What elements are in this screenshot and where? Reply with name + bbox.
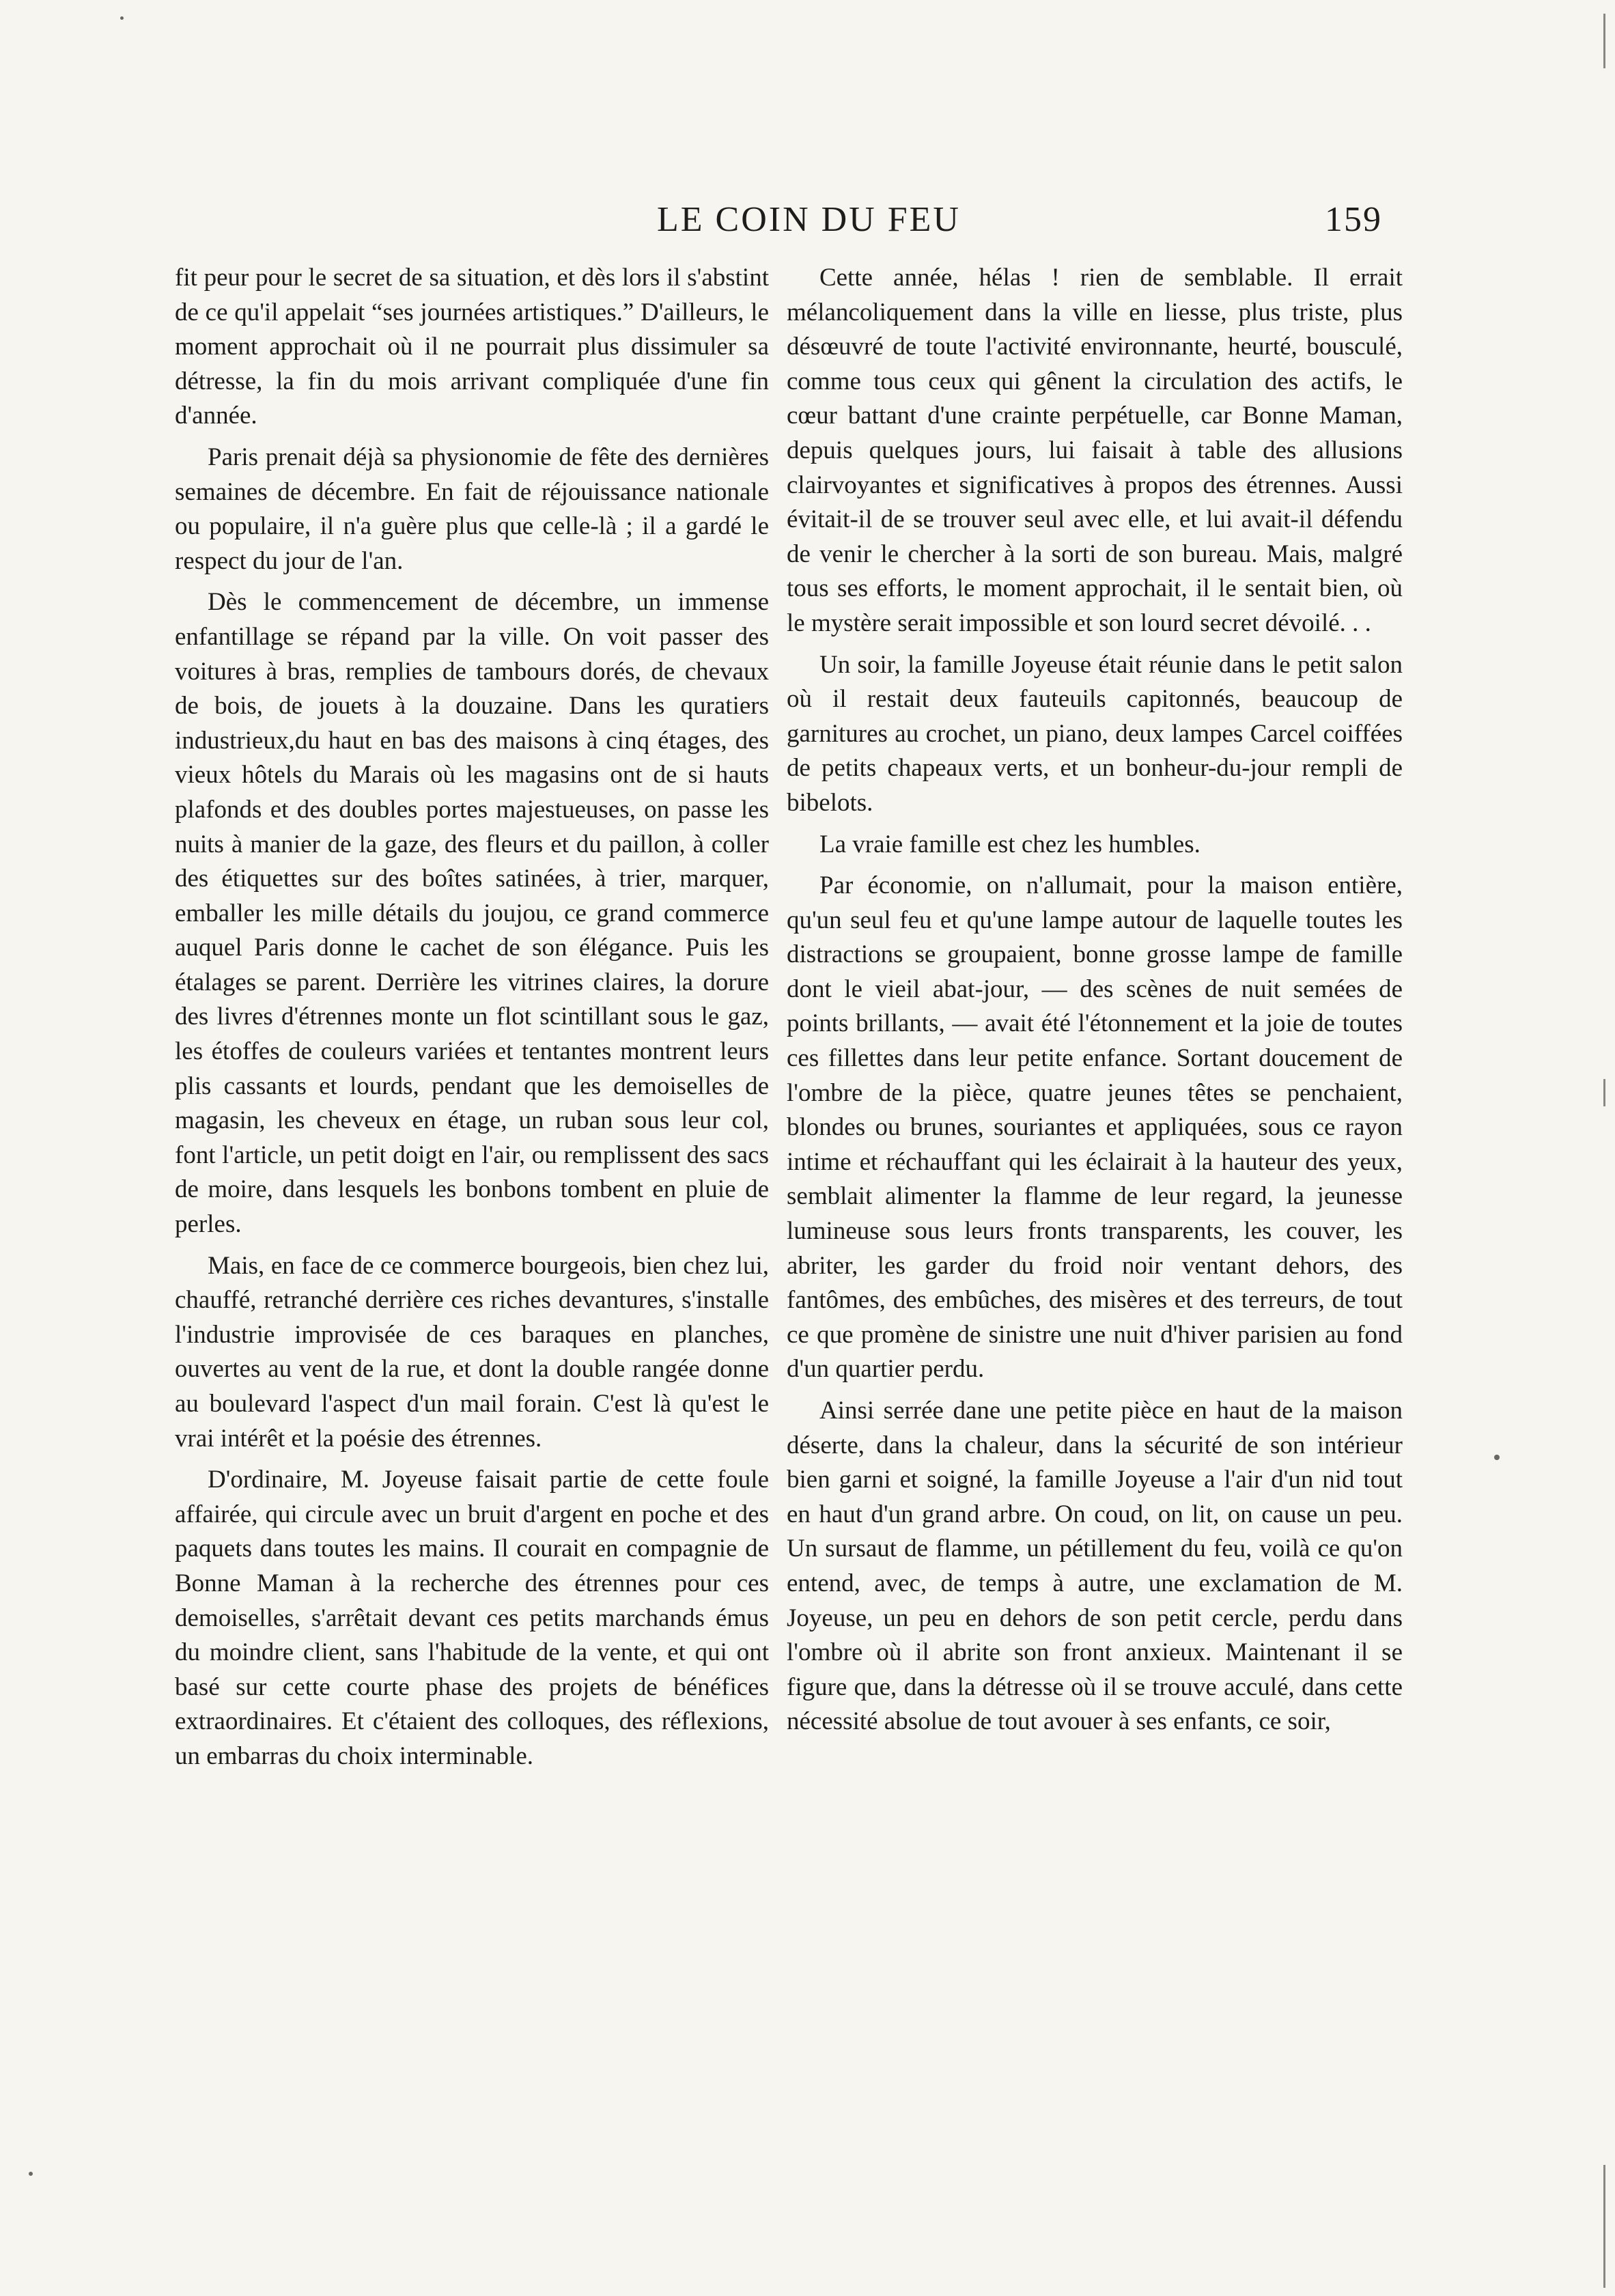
- paragraph: Paris prenait déjà sa physionomie de fête des dernières semaines de décembre. En fait de réjouissance nationale ou populaire, il n'a guère plus que celle-là ; il a gardé le respect du jour de l'an.: [175, 443, 769, 575]
- running-head: [0, 199, 1615, 254]
- scan-edge-mark: [1603, 14, 1605, 68]
- left-column: [175, 261, 769, 1781]
- scan-speck: [1494, 1455, 1500, 1460]
- paragraph: D'ordinaire, M. Joyeuse faisait partie de cette foule affairée, qui circule avec un bruit d'argent en poche et des paquets dans toutes les mains. Il courait en compagnie de Bonne Maman à la recherche des étrennes pour ces demoiselles, s'arrêtait devant ces petits marchands émus du moindre client, sans l'habitude de la vente, et qui ont basé sur cette courte phase des projets de bénéfices extraordinaires. Et c'étaient des colloques, des réflexions, un embarras du choix interminable.: [175, 1466, 769, 1770]
- scan-speck: [120, 16, 124, 20]
- paragraph: fit peur pour le secret de sa situation, et dès lors il s'abstint de ce qu'il appelait “ses journées artistiques.” D'ailleurs, le moment approchait où il ne pourrait plus dissimuler sa détresse, la fin du mois arrivant compliquée d'une fin d'année.: [175, 264, 769, 430]
- paragraph: La vraie famille est chez les humbles.: [819, 830, 1200, 858]
- paragraph: Un soir, la famille Joyeuse était réunie dans le petit salon où il restait deux fauteuils capitonnés, beaucoup de garnitures au crochet, un piano, deux lampes Carcel coiffées de petits chapeaux verts, et un bonheur-du-jour rempli de bibelots.: [787, 650, 1403, 817]
- paragraph: Dès le commencement de décembre, un immense enfantillage se répand par la ville. On voit passer des voitures à bras, remplies de tambours dorés, de chevaux de bois, de jouets à la douzaine. Dans les quratiers industrieux,du haut en bas des maisons à cinq étages, des vieux hôtels du Marais où les magasins ont de si hauts plafonds et des doubles portes majestueuses, on passe les nuits à manier de la gaze, des fleurs et du paillon, à coller des étiquettes sur des boîtes satinées, à trier, marquer, emballer les mille détails du joujou, ce grand commerce auquel Paris donne le cachet de son élégance. Puis les étalages se parent. Derrière les vitrines claires, la dorure des livres d'étrennes monte un flot scintillant sous le gaz, les étoffes de couleurs variées et tentantes montrent leurs plis cassants et lourds, pendant que les demoiselles de magasin, les cheveux en étage, un ruban sous leur col, font l'article, un petit doigt en l'air, ou remplissent des sacs de moire, dans lesquels les bonbons tombent en pluie de perles.: [175, 588, 769, 1239]
- paragraph: Ainsi serrée dane une petite pièce en haut de la maison déserte, dans la chaleur, dans la sécurité de son intérieur bien garni et soigné, la famille Joyeuse a l'air d'un nid tout en haut d'un grand arbre. On coud, on lit, on cause un peu. Un sursaut de flamme, un pétillement du feu, voilà ce qu'on entend, avec, de temps à autre, une exclamation de M. Joyeuse, un peu en dehors de son petit cercle, perdu dans l'ombre où il abrite son front anxieux. Maintenant il se figure que, dans la détresse où il se trouve acculé, dans cette nécessité absolue de tout avouer à ses enfants, ce soir,: [787, 1397, 1403, 1736]
- running-title: LE COIN DU FEU: [657, 200, 961, 239]
- scan-speck: [29, 2172, 33, 2176]
- scan-edge-mark: [1603, 2165, 1605, 2288]
- page-number: 159: [1325, 200, 1382, 239]
- right-column: [787, 261, 1403, 1746]
- scan-edge-mark: [1603, 1079, 1605, 1106]
- paragraph: Mais, en face de ce commerce bourgeois, bien chez lui, chauffé, retranché derrière ces riches devantures, s'installe l'industrie improvisée de ces baraques en planches, ouvertes au vent de la rue, et dont la double rangée donne au boulevard l'aspect d'un mail forain. C'est là qu'est le vrai intérêt et la poésie des étrennes.: [175, 1251, 769, 1453]
- paragraph: Par économie, on n'allumait, pour la maison entière, qu'un seul feu et qu'une lampe autour de laquelle toutes les distractions se groupaient, bonne grosse lampe de famille dont le vieil abat-jour, — des scènes de nuit semées de points brillants, — avait été l'étonnement et la joie de toutes ces fillettes dans leur petite enfance. Sortant doucement de l'ombre de la pièce, quatre jeunes têtes se penchaient, blondes ou brunes, souriantes et appliquées, sous ce rayon intime et réchauffant qui les éclairait à la hauteur des yeux, semblait alimenter la flamme de leur regard, la jeunesse lumineuse sous leurs fronts transparents, les couver, les abriter, les garder du froid noir ventant dehors, des fantômes, des embûches, des misères et des terreurs, de tout ce que promène de sinistre une nuit d'hiver parisien au fond d'un quartier perdu.: [787, 871, 1403, 1384]
- paragraph: Cette année, hélas ! rien de semblable. Il errait mélancoliquement dans la ville en liesse, plus triste, plus désœuvré de toute l'activité environnante, heurté, bousculé, comme tous ceux qui gênent la circulation des actifs, le cœur battant d'une crainte perpétuelle, car Bonne Maman, depuis quelques jours, lui faisait à table des allusions clairvoyantes et significatives à propos des étrennes. Aussi évitait-il de se trouver seul avec elle, et lui avait-il défendu de venir le chercher à la sorti de son bureau. Mais, malgré tous ses efforts, le moment approchait, il le sentait bien, où le mystère serait impossible et son lourd secret dévoilé. . .: [787, 264, 1403, 637]
